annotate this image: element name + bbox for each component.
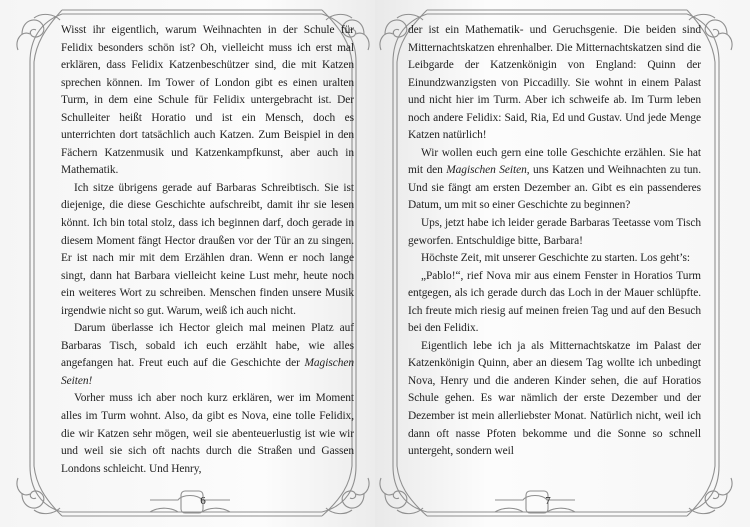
book-title-emphasis: Magischen Seiten [446,164,527,177]
paragraph: Eigentlich lebe ich ja als Mitternachtskatze im Palast der Katzenkönigin Quinn, aber an diesem Tag wollte ich unbedingt Nova, Henry und die anderen Kinder sehen, die auf Horatios Schule gehen. Es war nämlich der erste Dezember und der Dezember ist mein allerliebster Monat. Natürlich nicht, weil ich dann oft nasse Pfoten bekomme und die Sonne so schnell untergeht, sondern weil [408,339,701,458]
paragraph-text: Darum überlasse ich Hector gleich mal meinen Platz auf Barbaras Tisch, sobald ich euch erzählt habe, wie alles angefangen hat. Freut euch auf die Geschichte der [61,322,354,370]
paragraph: „Pablo!“, rief Nova mir aus einem Fenster in Horatios Turm entgegen, als ich gerade durch das Loch in der Mauer schlüpfte. Ich freute mich riesig auf meinen freien Tag und auf den Besuch bei den Felidix. [408,269,701,335]
right-page [375,0,750,527]
page-number: 7 [545,495,551,507]
paragraph: Ups, jetzt habe ich leider gerade Barbaras Teetasse vom Tisch geworfen. Entschuldige bitte, Barbara! [408,217,701,247]
book-title-emphasis: Magischen Seiten! [61,357,354,387]
paragraph: der ist ein Mathematik- und Geruchsgenie. Die beiden sind Mitternachtskatzen ehrenhalber. Die Mitternachtskatzen sind die Leibgarde der Katzenkönigin von England: Quinn der Einundzwanzigsten von Piccadilly. Sie wohnt in einem Palast und nicht hier im Turm. Aber ich schweife ab. Im Turm leben noch andere Felidix: Said, Ria, Ed und Gustav. Und jede Menge Katzen natürlich! [408,24,701,142]
paragraph: Vorher muss ich aber noch kurz erklären, wer im Moment alles im Turm wohnt. Also, da gibt es Nova, eine tolle Felidix, die wir Katzen sehr mögen, weil sie abenteuerlustig ist wie wir und weil sie sich oft nachts durch die Straßen und Gassen Londons schleicht. Und Henry, [61,392,354,475]
paragraph [61,320,354,390]
paragraph: Ich sitze übrigens gerade auf Barbaras Schreibtisch. Sie ist diejenige, die diese Geschichte aufschreibt, damit ihr sie lesen könnt. Ich bin total stolz, dass ich beginnen darf, doch gerade in diesem Moment fängt Hector draußen vor der Tür an zu singen. Er ist nach mir mit dem Erzählen dran. Wenn er noch lange singt, dann hat Barbara vielleicht keine Lust mehr, heute noch ein weiteres Wort zu schreiben. Menschen finden unsere Musik irgendwie nicht so gut. Warum, weiß ich auch nicht. [61,181,354,317]
paragraph: Höchste Zeit, mit unserer Geschichte zu starten. Los geht’s: [421,252,691,265]
right-page-body-text [408,22,701,461]
paragraph: Wisst ihr eigentlich, warum Weihnachten in der Schule für Felidix besonders schön ist? Oh, vielleicht muss ich erst mal erklären, dass Felidix Katzenbeschützer sind, die mit Katzen sprechen können. Im Tower of London gibt es einen uralten Turm, in dem eine Schule für Felidix untergebracht ist. Der Schulleiter heißt Horatio und ist ein Mensch, doch es unterrichten dort tatsächlich auch Katzen. Zum Beispiel in den Fächern Katzenmusik und Katzenkampfkunst, aber auch in Mathematik. [61,24,354,177]
paragraph-text: , uns Katzen und Weihnachten zu tun. Und sie fängt am ersten Dezember an. Gibt es ein passenderes Datum, um mit so einer Geschichte zu beginnen? [408,164,702,212]
page-number: 6 [200,495,206,507]
paragraph [408,145,701,215]
left-page-body-text [61,22,354,478]
paragraph-text: Wir wollen euch gern eine tolle Geschichte erzählen. Sie hat mit den [408,146,701,177]
